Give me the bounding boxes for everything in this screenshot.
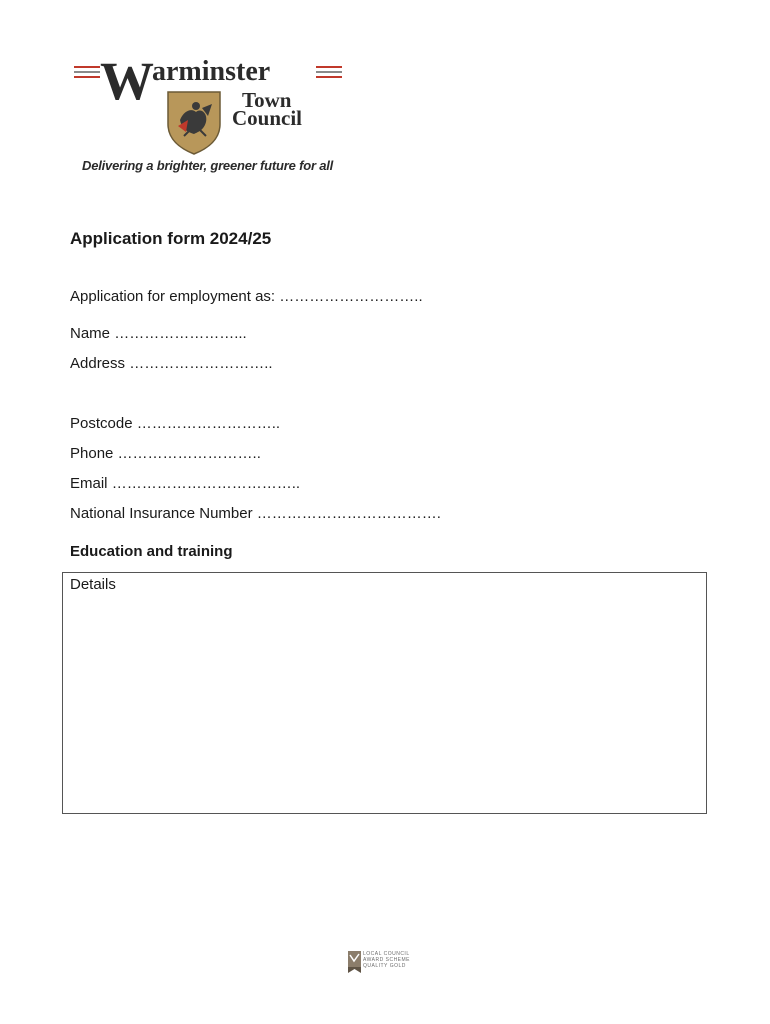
shield-icon: [166, 90, 222, 156]
fill-in-dots: ……………………...: [114, 325, 247, 342]
fill-in-dots: ……………………………….: [256, 505, 441, 522]
badge-line: LOCAL COUNCIL: [363, 951, 410, 957]
quality-gold-badge: [348, 951, 428, 973]
fill-in-dots: ………………………..: [136, 415, 281, 432]
field-postcode: [70, 415, 280, 432]
field-email: [70, 475, 300, 492]
field-phone: [70, 445, 261, 462]
logo-name: arminster: [152, 56, 271, 87]
form-title: Application form 2024/25: [70, 229, 272, 248]
field-national-insurance: [70, 505, 441, 522]
badge-line: QUALITY GOLD: [363, 963, 406, 969]
details-label: Details: [70, 576, 116, 593]
field-label: Email: [70, 475, 108, 492]
logo-town: Town: [242, 88, 292, 112]
field-label: Postcode: [70, 415, 133, 432]
logo-tagline: Delivering a brighter, greener future for all: [82, 158, 334, 173]
field-employment-position: [70, 288, 423, 305]
field-label: Address: [70, 355, 126, 372]
badge-line: AWARD SCHEME: [363, 957, 411, 963]
field-label: Application for employment as:: [70, 288, 276, 305]
field-address: [70, 355, 273, 372]
council-logo: [70, 52, 350, 178]
logo-stripes-left: [74, 66, 100, 81]
details-text-area[interactable]: [62, 572, 707, 814]
logo-initial: W: [100, 51, 152, 111]
fill-in-dots: ………………………..: [279, 288, 423, 305]
logo-council: Council: [232, 106, 303, 130]
badge-text: [363, 951, 410, 969]
field-label: Name: [70, 325, 111, 342]
field-label: National Insurance Number: [70, 505, 253, 522]
education-heading: Education and training: [70, 543, 233, 560]
award-ribbon-icon: [348, 951, 361, 973]
field-name: [70, 325, 247, 342]
logo-stripes-right: [316, 66, 342, 81]
fill-in-dots: ………………………..: [129, 355, 273, 372]
fill-in-dots: ………………………..: [117, 445, 261, 462]
field-label: Phone: [70, 445, 114, 462]
fill-in-dots: ………………………………..: [111, 475, 301, 492]
